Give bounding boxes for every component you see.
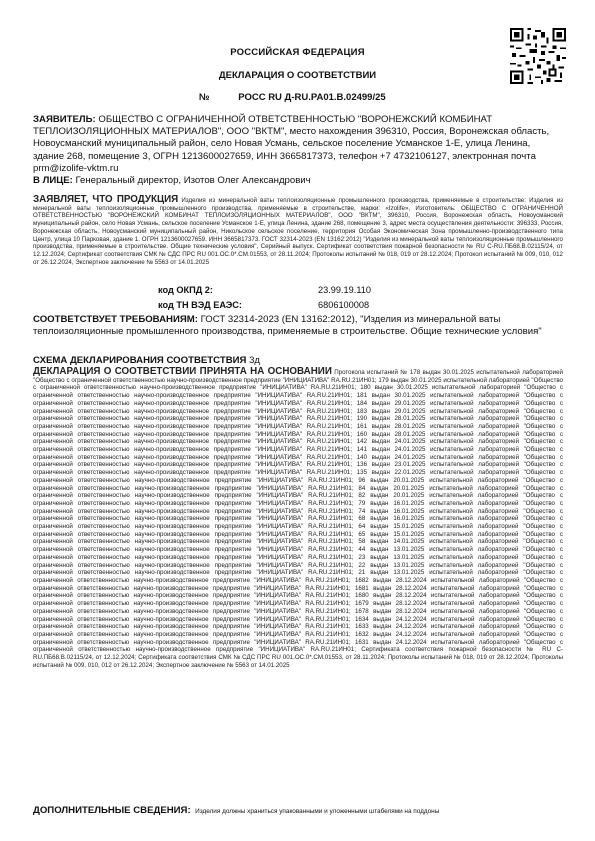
- applicant-label: ЗАЯВИТЕЛЬ:: [33, 114, 96, 125]
- requirements-section: [33, 314, 563, 338]
- product-text: Изделия из минеральной ваты теплоизоляционные промышленного производства, применяемые в строительстве: Изделия из минеральной ваты теплоизоляционные промышленного производства, применяемые в строительстве, марки: «Izolife», Изготовитель: ОБЩЕСТВО С ОГРАНИЧЕННОЙ ОТВЕТСТВЕННОСТЬЮ "ВОРОНЕЖСКИЙ КОМБИНАТ ТЕПЛОИЗОЛЯЦИОННЫХ МАТЕРИАЛОВ", ООО "ВКТМ", 396310, Россия, Воронежская область, Новоусманский муниципальный район, село Новая Усмань, сельское поселение Усманское 1-Е, улица Ленина, здание 268, помещение 3, адрес места осуществления деятельности: 396333, Россия, Воронежская область, Новоусманский муниципальный район, Никольское сельское поселение, территория Особая Экономическая Зона промышленно-производственного типа Центр, улица 10 Парковая, здание 1. ОГРН 1213600027659. ИНН 3665817373. ГОСТ 32314-2023 (EN 13162:2012) "Изделия из минеральной ваты теплоизоляционные промышленного производства, применяемые в строительстве. Общие технические условия", Серийный выпуск. Сертификат соответствия пожарной безопасности № RU С-RU.ПБ68.В.02115/24, от 12.12.2024; Сертификат соответствия СМК № СДС ПРС RU 001.OC.0*.CM.01553, от 28.11.2024; Протоколы испытаний № 018, 019 от 28.12.2024; Протокол испытаний № 009, 010, 012 от 26.12.2024, Экспертное заключение № 5563 от 14.01.2025: [33, 197, 563, 266]
- okpd-value: 23.99.19.110: [318, 285, 371, 295]
- tnved-label: код ТН ВЭД ЕАЭС:: [158, 300, 242, 310]
- scheme-value: 3д: [249, 355, 261, 366]
- person-text: Генеральный директор, Изотов Олег Александрович: [75, 175, 311, 187]
- person-label: В ЛИЦЕ:: [33, 175, 73, 187]
- basis-text: Протокола испытаний № 178 выдан 30.01.2025 испытательной лабораторией "Общество с ограниченной ответственностью научно-производственное предприятие "ИНИЦИАТИВА" RA.RU.21ИН01; 179 выдан 30.01.2025 испытательной лабораторией "Общество с ограниченной ответственностью научно-производственное предприятие "ИНИЦИАТИВА" RA.RU.21ИН01; 180 выдан 30.01.2025 испытательной лабораторией "Общество с ограниченной ответственностью научно-производственное предприятие "ИНИЦИАТИВА" RA.RU.21ИН01; 181 выдан 30.01.2025 испытательной лабораторией "Общество с ограниченной ответственностью научно-производственное предприятие "ИНИЦИАТИВА" RA.RU.21ИН01; 184 выдан 29.01.2025 испытательной лабораторией "Общество с ограниченной ответственностью научно-производственное предприятие "ИНИЦИАТИВА" RA.RU.21ИН01; 183 выдан 29.01.2025 испытательной лабораторией "Общество с ограниченной ответственностью научно-производственное предприятие "ИНИЦИАТИВА" RA.RU.21ИН01; 190 выдан 28.01.2025 испытательной лабораторией "Общество с ограниченной ответственностью научно-производственное предприятие "ИНИЦИАТИВА" RA.RU.21ИН01; 161 выдан 28.01.2025 испытательной лабораторией "Общество с ограниченной ответственностью научно-производственное предприятие "ИНИЦИАТИВА" RA.RU.21ИН01; 160 выдан 28.01.2025 испытательной лабораторией "Общество с ограниченной ответственностью научно-производственное предприятие "ИНИЦИАТИВА" RA.RU.21ИН01; 142 выдан 24.01.2025 испытательной лабораторией "Общество с ограниченной ответственностью научно-производственное предприятие "ИНИЦИАТИВА" RA.RU.21ИН01; 141 выдан 24.01.2025 испытательной лабораторией "Общество с ограниченной ответственностью научно-производственное предприятие "ИНИЦИАТИВА" RA.RU.21ИН01; 140 выдан 24.01.2025 испытательной лабораторией "Общество с ограниченной ответственностью научно-производственное предприятие "ИНИЦИАТИВА" RA.RU.21ИН01; 136 выдан 23.01.2025 испытательной лабораторией "Общество с ограниченной ответственностью научно-производственное предприятие "ИНИЦИАТИВА" RA.RU.21ИН01; 135 выдан 22.01.2025 испытательной лабораторией "Общество с ограниченной ответственностью научно-производственное предприятие "ИНИЦИАТИВА" RA.RU.21ИН01; 96 выдан 20.01.2025 испытательной лабораторией "Общество с ограниченной ответственностью научно-производственное предприятие "ИНИЦИАТИВА" RA.RU.21ИН01; 84 выдан 20.01.2025 испытательной лабораторией "Общество с ограниченной ответственностью научно-производственное предприятие "ИНИЦИАТИВА" RA.RU.21ИН01; 82 выдан 20.01.2025 испытательной лабораторией "Общество с ограниченной ответственностью научно-производственное предприятие "ИНИЦИАТИВА" RA.RU.21ИН01; 79 выдан 16.01.2025 испытательной лабораторией "Общество с ограниченной ответственностью научно-производственное предприятие "ИНИЦИАТИВА" RA.RU.21ИН01; 74 выдан 16.01.2025 испытательной лабораторией "Общество с ограниченной ответственностью научно-производственное предприятие "ИНИЦИАТИВА" RA.RU.21ИН01; 68 выдан 16.01.2025 испытательной лабораторией "Общество с ограниченной ответственностью научно-производственное предприятие "ИНИЦИАТИВА" RA.RU.21ИН01; 64 выдан 15.01.2025 испытательной лабораторией "Общество с ограниченной ответственностью научно-производственное предприятие "ИНИЦИАТИВА" RA.RU.21ИН01; 65 выдан 15.01.2025 испытательной лабораторией "Общество с ограниченной ответственностью научно-производственное предприятие "ИНИЦИАТИВА" RA.RU.21ИН01; 58 выдан 14.01.2025 испытательной лабораторией "Общество с ограниченной ответственностью научно-производственное предприятие "ИНИЦИАТИВА" RA.RU.21ИН01; 44 выдан 13.01.2025 испытательной лабораторией "Общество с ограниченной ответственностью научно-производственное предприятие "ИНИЦИАТИВА" RA.RU.21ИН01; 23 выдан 13.01.2025 испытательной лабораторией "Общество с ограниченной ответственностью научно-производственное предприятие "ИНИЦИАТИВА" RA.RU.21ИН01; 22 выдан 13.01.2025 испытательной лабораторией "Общество с ограниченной ответственностью научно-производственное предприятие "ИНИЦИАТИВА" RA.RU.21ИН01; 21 выдан 13.01.2025 испытательной лабораторией "Общество с ограниченной ответственностью научно-производственное предприятие "ИНИЦИАТИВА" RA.RU.21ИН01; 1682 выдан 28.12.2024 испытательной лабораторией "Общество с ограниченной ответственностью научно-производственное предприятие "ИНИЦИАТИВА" RA.RU.21ИН01; 1681 выдан 28.12.2024 испытательной лабораторией "Общество с ограниченной ответственностью научно-производственное предприятие "ИНИЦИАТИВА" RA.RU.21ИН01; 1680 выдан 28.12.2024 испытательной лабораторией "Общество с ограниченной ответственностью научно-производственное предприятие "ИНИЦИАТИВА" RA.RU.21ИН01; 1679 выдан 28.12.2024 испытательной лабораторией "Общество с ограниченной ответственностью научно-производственное предприятие "ИНИЦИАТИВА" RA.RU.21ИН01; 1678 выдан 28.12.2024 испытательной лабораторией "Общество с ограниченной ответственностью научно-производственное предприятие "ИНИЦИАТИВА" RA.RU.21ИН01; 1634 выдан 24.12.2024 испытательной лабораторией "Общество с ограниченной ответственностью научно-производственное предприятие "ИНИЦИАТИВА" RA.RU.21ИН01; 1633 выдан 24.12.2024 испытательной лабораторией "Общество с ограниченной ответственностью научно-производственное предприятие "ИНИЦИАТИВА" RA.RU.21ИН01; 1632 выдан 24.12.2024 испытательной лабораторией "Общество с ограниченной ответственностью научно-производственное предприятие "ИНИЦИАТИВА" RA.RU.21ИН01; 1631 выдан 24.12.2024 испытательной лабораторией "Общество с ограниченной ответственностью научно-производственное предприятие "ИНИЦИАТИВА" RA.RU.21ИН01; Сертификата соответствия пожарной безопасности № RU С-RU.ПБ68.В.02115/24, от 12.12.2024; Сертификата соответствия СМК № СДС ПРС RU 001.OC.0*.CM.01553, от 28.11.2024; Протоколы испытаний № 018, 019 от 28.12.2024; Протоколы испытаний № 009, 010, 012 от 26.12.2024; Экспертное заключение № 5563 от 14.01.2025: [33, 369, 563, 669]
- basis-label: ДЕКЛАРАЦИЯ О СООТВЕТСТВИИ ПРИНЯТА НА ОСНОВАНИИ: [33, 366, 332, 377]
- extra-label: ДОПОЛНИТЕЛЬНЫЕ СВЕДЕНИЯ:: [33, 805, 191, 816]
- tnved-value: 6806100008: [318, 300, 370, 310]
- number-symbol: №: [199, 92, 210, 103]
- extra-text: Изделия должны храниться упакованными и уложенными штабелями на поддоны: [195, 808, 440, 815]
- registration-number: [199, 92, 386, 103]
- registration-number-value: РОСС RU Д-RU.PA01.B.02499/25: [238, 92, 386, 103]
- requirements-text: ГОСТ 32314-2023 (EN 13162:2012), "Изделия из минеральной ваты теплоизоляционные промышленного производства, применяемые в строительстве. Общие технические условия": [33, 314, 542, 337]
- applicant-text: ОБЩЕСТВО С ОГРАНИЧЕННОЙ ОТВЕТСТВЕННОСТЬЮ "ВОРОНЕЖСКИЙ КОМБИНАТ ТЕПЛОИЗОЛЯЦИОННЫХ МАТЕРИАЛОВ", ООО "ВКТМ", место нахождения 396310, Россия, Воронежская область, Новоусманский муниципальный район, село Новая Усмань, сельское поселение Усманское 1-Е, улица Ленина, здание 268, помещение 3, ОГРН 1213600027659, ИНН 3665817373, телефон +7 4732106127, электронная почта prm@izolife-vktm.ru: [33, 114, 550, 174]
- basis-section: [33, 368, 563, 669]
- country-heading: РОССИЙСКАЯ ФЕДЕРАЦИЯ: [230, 47, 365, 58]
- product-label: ЗАЯВЛЯЕТ, ЧТО ПРОДУКЦИЯ: [33, 194, 179, 205]
- applicant-section: [33, 114, 563, 187]
- scheme-label: СХЕМА ДЕКЛАРИРОВАНИЯ СООТВЕТСТВИЯ: [33, 355, 247, 366]
- okpd-label: код ОКПД 2:: [158, 285, 213, 295]
- document-title: ДЕКЛАРАЦИЯ О СООТВЕТСТВИИ: [218, 70, 377, 81]
- scheme-section: [33, 355, 563, 366]
- product-section: [33, 196, 563, 266]
- extra-section: [33, 800, 563, 818]
- requirements-label: СООТВЕТСТВУЕТ ТРЕБОВАНИЯМ:: [33, 314, 198, 325]
